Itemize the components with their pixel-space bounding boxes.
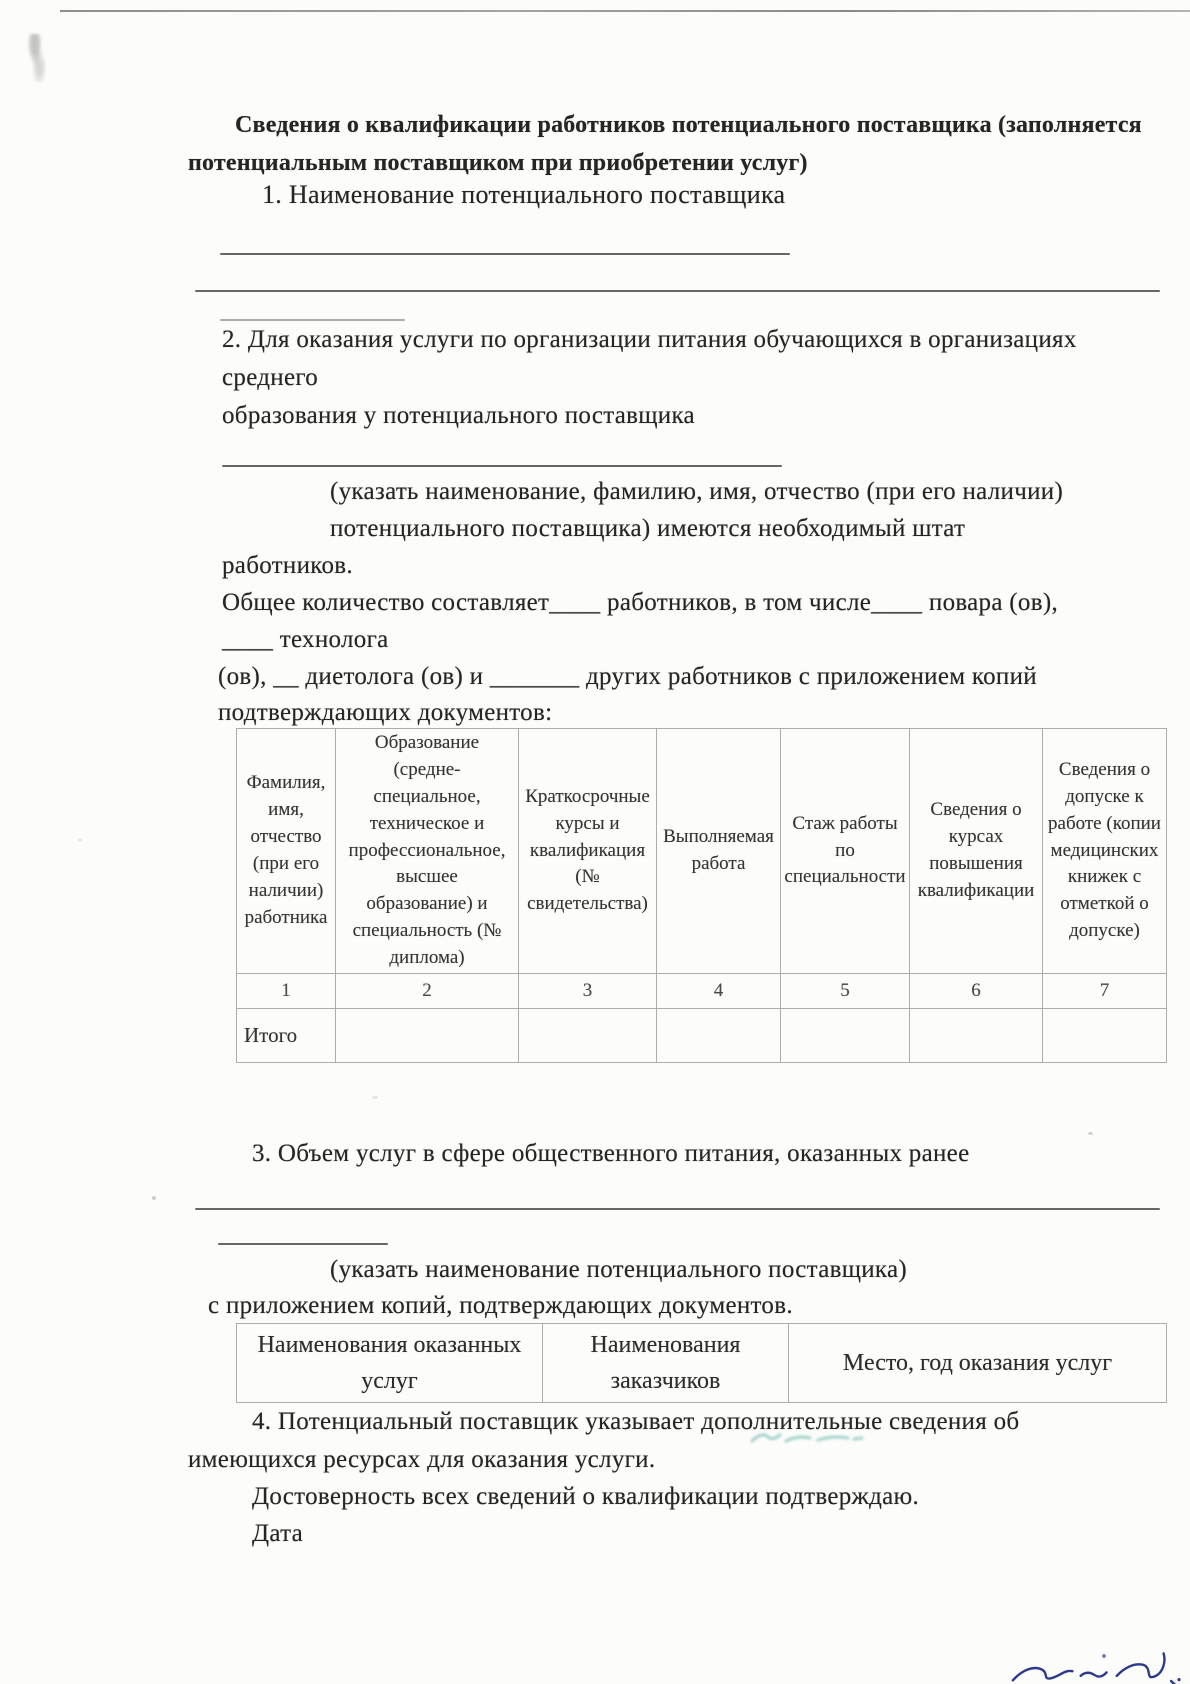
- faded-teal-stamp-icon: [748, 1427, 868, 1449]
- column-number: 3: [519, 974, 657, 1009]
- table-header-place-year: Место, год оказания услуг: [789, 1324, 1167, 1403]
- item-2-line1: 2. Для оказания услуги по организации питания обучающихся в организациях: [222, 326, 1077, 353]
- column-number: 1: [237, 974, 336, 1009]
- table-header-admission: Сведения о допуске к работе (копии медицинских книжек с отметкой о допуске): [1043, 729, 1167, 974]
- column-number: 2: [336, 974, 519, 1009]
- table-header-courses: Краткосрочные курсы и квалификация (№ свидетельства): [519, 729, 657, 974]
- item-2-line8: подтверждающих документов:: [218, 699, 553, 726]
- item-2-hint-line1: (указать наименование, фамилию, имя, отчество (при его наличии): [330, 478, 1064, 505]
- blank-line: [195, 1208, 1160, 1210]
- table-cell-empty: [1043, 1009, 1167, 1063]
- item-1-heading: 1. Наименование потенциального поставщика: [262, 180, 786, 209]
- column-number: 5: [781, 974, 910, 1009]
- handwritten-signature-icon: [1007, 1627, 1185, 1684]
- blank-line: [195, 290, 1160, 292]
- column-number: 4: [657, 974, 781, 1009]
- blank-line: [220, 253, 790, 255]
- item-2-line7: (ов), __ диетолога (ов) и _______ других работников с приложением копий: [218, 663, 1037, 690]
- table-header-fio: Фамилия, имя, отчество (при его наличии) работника: [237, 729, 336, 974]
- table-cell-empty: [519, 1009, 657, 1063]
- date-label: Дата: [252, 1520, 304, 1547]
- column-number: 6: [910, 974, 1043, 1009]
- item-2-line6: ____ технолога: [222, 626, 389, 653]
- scan-speck: [1088, 1132, 1093, 1135]
- item-3-hint: (указать наименование потенциального поставщика): [330, 1256, 908, 1283]
- form-title-line1: Сведения о квалификации работников потенциального поставщика (заполняется: [235, 112, 1142, 138]
- table-header-work: Выполняемая работа: [657, 729, 781, 974]
- table-header-experience: Стаж работы по специальности: [781, 729, 910, 974]
- confirmation-line: Достоверность всех сведений о квалификации подтверждаю.: [252, 1483, 920, 1510]
- services-history-table: [236, 1323, 1167, 1403]
- item-2-line2: среднего: [222, 364, 319, 391]
- total-row-label: Итого: [237, 1009, 336, 1063]
- item-2-line3: образования у потенциального поставщика: [222, 402, 695, 429]
- ink-dot: [1102, 1654, 1106, 1658]
- item-2-line4: работников.: [222, 552, 353, 579]
- table-header-customer-names: Наименования заказчиков: [543, 1324, 789, 1403]
- table-cell-empty: [910, 1009, 1043, 1063]
- scan-smudge: [26, 34, 48, 82]
- item-2-line5: Общее количество составляет____ работников, в том числе____ повара (ов),: [222, 589, 1058, 616]
- item-3-heading: 3. Объем услуг в сфере общественного питания, оказанных ранее: [252, 1140, 970, 1167]
- column-number: 7: [1043, 974, 1167, 1009]
- form-title-line2: потенциальным поставщиком при приобретении услуг): [188, 150, 808, 176]
- table-cell-empty: [657, 1009, 781, 1063]
- blank-line: [218, 1243, 388, 1245]
- staff-qualification-table: [236, 728, 1167, 1063]
- item-2-hint-line2: потенциального поставщика) имеются необходимый штат: [330, 515, 966, 542]
- blank-line: [222, 465, 782, 467]
- item-3-line: с приложением копий, подтверждающих документов.: [208, 1292, 793, 1319]
- scan-speck: [152, 1196, 156, 1200]
- scan-speck: [372, 1096, 378, 1099]
- table-header-education: Образование (средне-специальное, техническое и профессиональное, высшее образование) и специальность (№ диплома): [336, 729, 519, 974]
- table-cell-empty: [781, 1009, 910, 1063]
- table-cell-empty: [336, 1009, 519, 1063]
- item-4-line1: 4. Потенциальный поставщик указывает дополнительные сведения об: [252, 1408, 1020, 1435]
- table-header-service-names: Наименования оказанных услуг: [237, 1324, 543, 1403]
- scanner-edge-line: [60, 10, 1190, 12]
- scan-speck: [78, 838, 82, 842]
- blank-line: [220, 319, 405, 321]
- item-4-line2: имеющихся ресурсах для оказания услуги.: [188, 1446, 656, 1473]
- table-header-upgrade: Сведения о курсах повышения квалификации: [910, 729, 1043, 974]
